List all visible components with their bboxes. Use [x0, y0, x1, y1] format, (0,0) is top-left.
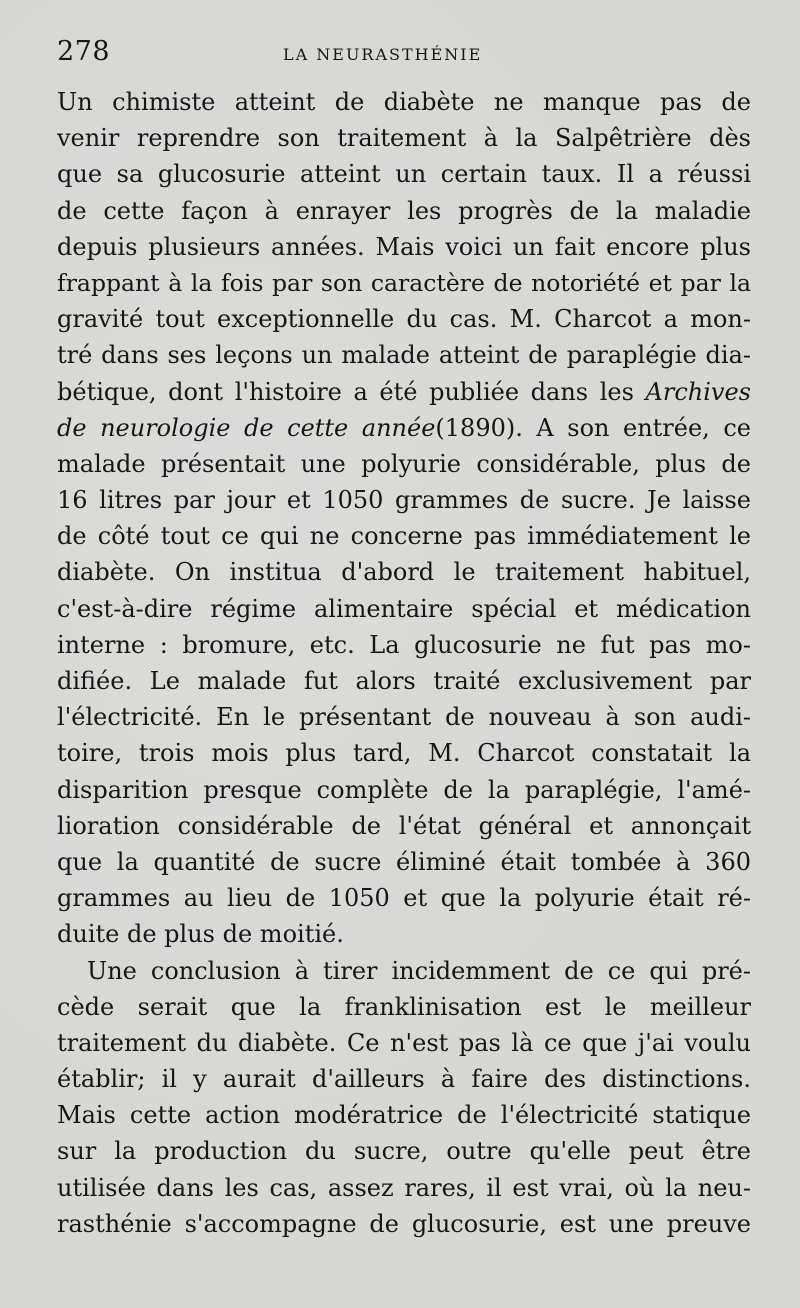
text-line: établir; il y aurait d'ailleurs à faire des distinctions. — [57, 1065, 751, 1094]
text-line: Mais cette action modératrice de l'électricité statique — [57, 1101, 751, 1130]
body-text — [57, 84, 751, 1242]
text-line: grammes au lieu de 1050 et que la polyurie était ré- — [57, 884, 751, 913]
text-line: Un chimiste atteint de diabète ne manque pas de — [57, 88, 751, 116]
text-line: utilisée dans les cas, assez rares, il est vrai, où la neu- — [57, 1173, 751, 1202]
text-line: que la quantité de sucre éliminé était tombée à 360 — [57, 847, 751, 876]
text-segment: bétique, dont l'histoire a été publiée dans les — [57, 377, 646, 406]
text-line: cède serait que la franklinisation est le meilleur — [57, 992, 751, 1021]
text-line: gravité tout exceptionnelle du cas. M. Charcot a mon- — [57, 305, 751, 334]
text-line: sur la production du sucre, outre qu'elle peut être — [57, 1137, 751, 1166]
text-line: toire, trois mois plus tard, M. Charcot constatait la — [57, 739, 751, 768]
text-line: 16 litres par jour et 1050 grammes de sucre. Je laisse — [57, 486, 751, 515]
text-line: que sa glucosurie atteint un certain taux. Il a réussi — [57, 160, 751, 189]
text-line: Une conclusion à tirer incidemment de ce qui pré- — [87, 956, 751, 985]
text-line: frappant à la fois par son caractère de notoriété et par la — [57, 268, 751, 297]
text-line: lioration considérable de l'état général et annonçait — [57, 811, 751, 840]
text-line: interne : bromure, etc. La glucosurie ne fut pas mo- — [57, 630, 751, 659]
text-line: venir reprendre son traitement à la Salpêtrière dès — [57, 124, 751, 153]
text-line: traitement du diabète. Ce n'est pas là ce que j'ai voulu — [57, 1028, 751, 1057]
text-line: disparition presque complète de la paraplégie, l'amé- — [57, 775, 751, 804]
text-line — [57, 410, 751, 446]
text-line — [57, 374, 751, 410]
text-line: difiée. Le malade fut alors traité exclusivement par — [57, 667, 751, 695]
text-line: depuis plusieurs années. Mais voici un fait encore plus — [57, 232, 751, 261]
text-line: c'est-à-dire régime alimentaire spécial et médication — [57, 594, 751, 623]
text-line: de côté tout ce qui ne concerne pas immédiatement le — [57, 522, 751, 551]
text-line: diabète. On institua d'abord le traitement habituel, — [57, 558, 751, 587]
text-line: malade présentait une polyurie considérable, plus de — [57, 449, 751, 478]
text-segment: (1890). A son entrée, ce — [435, 413, 751, 442]
text-line: rasthénie s'accompagne de glucosurie, est une preuve — [57, 1209, 751, 1238]
text-line: l'électricité. En le présentant de nouveau à son audi- — [57, 703, 751, 732]
text-line: tré dans ses leçons un malade atteint de paraplégie dia- — [57, 341, 751, 370]
journal-title: de neurologie de cette année — [57, 413, 436, 442]
running-title: LA NEURASTHÉNIE — [283, 45, 483, 64]
page-header — [57, 36, 747, 76]
text-line: de cette façon à enrayer les progrès de la maladie — [57, 196, 751, 225]
page-number: 278 — [57, 36, 111, 67]
journal-title: Archives — [645, 377, 751, 406]
text-line: duite de plus de moitié. — [57, 920, 344, 949]
